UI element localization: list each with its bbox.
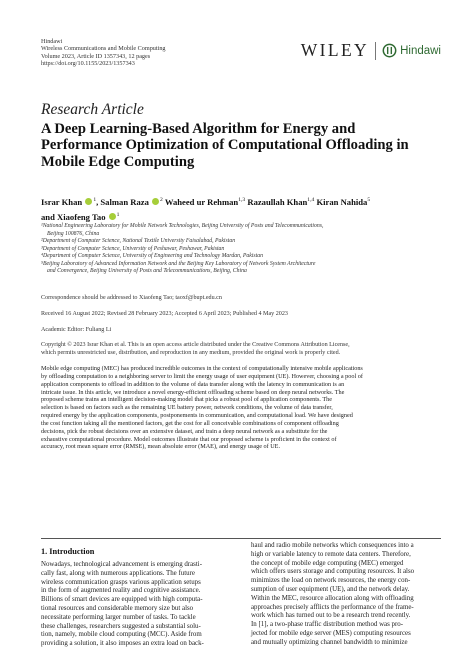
logo-divider — [375, 42, 376, 60]
abstract-line: exhaustive computational procedure. Model outcomes illustrate that our proposed scheme is proficient in the context of — [41, 435, 337, 443]
hindawi-logo-text: Hindawi — [400, 44, 441, 57]
abstract-line: selection is based on factors such as the remaining UE battery power, network conditions, the volume of data transfer, — [41, 404, 333, 412]
author-affil-ref: 1,3 — [238, 197, 246, 203]
affiliations — [41, 223, 441, 276]
journal-meta — [41, 38, 166, 67]
body-line: approaches precisely afflicts the performance of the frame- — [251, 603, 414, 611]
orcid-icon[interactable] — [109, 213, 116, 220]
abstract-line: decisions, pick the robust decisions over an extensive dataset, and train a deep neural network as a substitute for the — [41, 427, 328, 435]
abstract-line: intricate issue. In this article, we introduce a novel energy-efficient offloading scheme based on deep neural networks. The — [41, 388, 345, 396]
page-header — [41, 38, 441, 74]
author-name[interactable]: Salman Raza — [100, 196, 149, 207]
title-line: Mobile Edge Computing — [41, 153, 195, 170]
affiliation-line: ²Department of Computer Science, National Textile University Faisalabad, Pakistan — [41, 238, 236, 245]
affiliation-line: ¹National Engineering Laboratory for Mobile Network Technologies, Beijing University of Posts and Telecommunications, — [41, 223, 324, 229]
abstract-line: required energy by the application components, postponements in communication, and computational load. We have designed — [41, 412, 353, 420]
author-name[interactable]: Waheed ur Rehman — [164, 196, 239, 207]
body-line: necessitate performing larger number of tasks. To tackle — [41, 613, 196, 621]
body-line: tion, namely, mobile cloud computing (MCC). Aside from — [41, 631, 202, 639]
academic-editor: Academic Editor: Fuliang Li — [41, 327, 112, 333]
title-line: A Deep Learning-Based Algorithm for Energy and — [41, 121, 356, 137]
author-affil-ref: 1 — [93, 197, 97, 203]
body-line: providing a solution, it also imposes an extra load on back- — [41, 640, 204, 648]
abstract-line: application components to offload in addition to the volume of data transfer along with the latency in communication is an — [41, 380, 345, 388]
body-line: Billions of smart devices are equipped with high computa- — [41, 596, 203, 604]
publisher-logos — [301, 40, 441, 61]
copyright-line: Copyright © 2023 Israr Khan et al. This is an open access article distributed under the Creative Commons Attribution License, — [41, 342, 350, 348]
hindawi-logo-icon — [382, 43, 397, 58]
author-affil-ref: 5 — [367, 197, 371, 203]
body-line: work which has turned out to be a research trend recently. — [251, 612, 411, 620]
volume-info: Volume 2023, Article ID 1357343, 12 pages — [41, 52, 151, 60]
journal-name: Wireless Communications and Mobile Computing — [41, 45, 166, 53]
body-line: these challenges, researchers suggested a substantial solu- — [41, 622, 201, 630]
body-line: sumption of user equipment (UE), and the network delay. — [251, 585, 410, 593]
copyright-notice — [41, 342, 441, 357]
copyright-line: which permits unrestricted use, distribution, and reproduction in any medium, provided the original work is properly cited. — [41, 349, 341, 356]
doi-link[interactable]: https://doi.org/10.1155/2023/1357343 — [41, 59, 135, 67]
body-line: cally fast, along with numerous applications. The future — [41, 569, 195, 577]
body-line: wireless communication grasps various application setups — [41, 578, 201, 586]
body-line: jected for mobile edge server (MES) computing resources — [251, 629, 411, 637]
abstract-line: accuracy, root mean square error (RMSE), mean absolute error (MAE), and energy usage of UE. — [41, 443, 280, 451]
section-heading: 1. Introduction — [41, 547, 95, 556]
body-line: minimizes the load on network resources, the energy con- — [251, 577, 411, 585]
author-name[interactable]: Israr Khan — [41, 196, 83, 207]
abstract — [41, 365, 441, 451]
correspondence: Correspondence should be addressed to Xiaofeng Tao; taoxf@bupt.edu.cn — [41, 295, 222, 301]
paper-title — [41, 121, 441, 170]
affiliation-line: ⁵Beijing Laboratory of Advanced Information Network and the Beijing Key Laboratory of Network System Architecture — [41, 260, 316, 267]
orcid-icon[interactable] — [152, 198, 159, 205]
author-affil-ref: 1 — [116, 211, 120, 218]
affiliation-line: ³Department of Computer Science, University of Peshawar, Peshawar, Pakistan — [41, 245, 225, 252]
body-line: which offers users storage and computing resources. It also — [251, 568, 415, 576]
author-affil-ref: 1,4 — [307, 197, 315, 203]
affiliation-line: Beijing 100876, China — [47, 230, 100, 237]
body-line: in the form of augmented reality and cognitive assistance. — [41, 587, 201, 595]
body-column-left — [41, 561, 234, 649]
publication-dates: Received 16 August 2022; Revised 28 February 2023; Accepted 6 April 2023; Published 4 May 2023 — [41, 311, 288, 317]
orcid-icon[interactable] — [85, 198, 92, 205]
author-list: Israr Khan $^1$, Salman Raza $^2$ Waheed ur Rehman$^{1,3}$ Razaullah Khan$^{1,4}$ Kiran Nahida$^5$ and Xiaofeng Tao $^1$ — [41, 196, 371, 222]
title-line: Performance Optimization of Computational Offloading in — [41, 137, 409, 154]
body-line: tional resources and considerable memory size but also — [41, 604, 194, 612]
body-line: haul and radio mobile networks which consequences into a — [251, 542, 414, 549]
body-column-right — [251, 542, 444, 648]
article-type: Research Article — [41, 101, 144, 118]
abstract-line: the cost function taking all the mentioned factors, get the cost for all conceivable combinations of component offloading — [41, 419, 339, 427]
body-line: Nowadays, technological advancement is emerging drasti- — [41, 561, 202, 568]
author-name[interactable]: Xiaofeng Tao — [57, 211, 106, 222]
body-line: In [1], a two-phase traffic distribution method was pro- — [251, 621, 404, 629]
abstract-divider — [41, 538, 441, 539]
wiley-logo: WILEY — [300, 40, 370, 60]
body-line: the concept of mobile edge computing (MEC) emerged — [251, 559, 404, 567]
author-affil-ref: 2 — [160, 197, 163, 203]
publisher-name: Hindawi — [41, 38, 63, 45]
body-line: Within the MEC, resource allocation along with offloading — [251, 594, 414, 602]
author-name[interactable]: Kiran Nahida — [316, 196, 368, 207]
author-name[interactable]: Razaullah Khan — [247, 196, 308, 207]
body-line: and mutually optimizing channel bandwidth to minimize — [251, 638, 408, 646]
affiliation-line: ⁴Department of Computer Science, University of Engineering and Technology Mardan, Pakistan — [41, 253, 263, 260]
abstract-line: proposed scheme trains an intelligent decision-making model that picks a robust pool of application components. The — [41, 396, 332, 404]
abstract-line: by offloading computation to a neighboring server to limit the energy usage of user equipment (UE). However, choosing a pool of — [41, 372, 363, 380]
affiliation-line: and Convergence, Beijing University of Posts and Telecommunications, Beijing, China — [47, 268, 247, 275]
body-line: high or variable latency to remote data centers. Therefore, — [251, 550, 411, 558]
abstract-line: Mobile edge computing (MEC) has produced incredible outcomes in the context of computationally intensive mobile applications — [41, 365, 363, 372]
